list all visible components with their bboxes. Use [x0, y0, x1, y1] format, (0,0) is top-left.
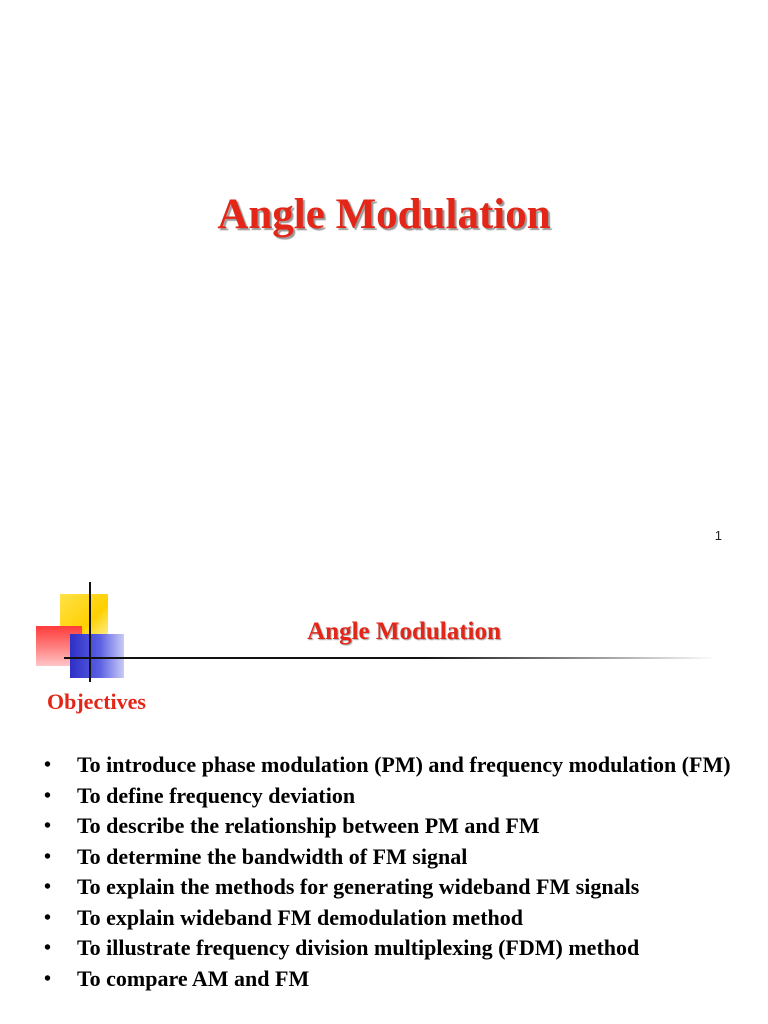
- objective-text: To compare AM and FM: [77, 965, 310, 991]
- list-item: [44, 872, 756, 903]
- objective-text: To introduce phase modulation (PM) and frequency modulation (FM): [77, 752, 731, 777]
- bullet-icon: •: [44, 876, 52, 898]
- objective-text: To determine the bandwidth of FM signal: [77, 843, 468, 869]
- objective-text: To explain the methods for generating wideband FM signals: [77, 874, 640, 899]
- list-item: [44, 750, 756, 781]
- objective-text: To define frequency deviation: [77, 782, 356, 808]
- page-number: 1: [714, 528, 722, 543]
- list-item: [44, 903, 756, 934]
- list-item: [44, 811, 756, 842]
- list-item: [44, 933, 756, 964]
- objectives-slide: [0, 560, 768, 1024]
- slide-heading: Angle Modulation: [307, 618, 501, 645]
- slide-title: Angle Modulation: [217, 191, 551, 238]
- bullet-icon: •: [44, 754, 52, 776]
- objective-text: To explain wideband FM demodulation method: [77, 904, 523, 930]
- list-item: [44, 964, 756, 995]
- bullet-icon: •: [44, 937, 52, 959]
- bullet-icon: •: [44, 815, 52, 837]
- objectives-list: [44, 750, 756, 994]
- list-item: [44, 781, 756, 812]
- objectives-label: Objectives: [47, 689, 146, 714]
- objective-text: To describe the relationship between PM and FM: [77, 813, 540, 838]
- objective-text: To illustrate frequency division multiplexing (FDM) method: [77, 935, 640, 960]
- bullet-icon: •: [44, 845, 52, 868]
- list-item: [44, 842, 756, 873]
- bullet-icon: •: [44, 967, 52, 990]
- bullet-icon: •: [44, 906, 52, 929]
- bullet-icon: •: [44, 784, 52, 807]
- header-divider: [64, 657, 716, 659]
